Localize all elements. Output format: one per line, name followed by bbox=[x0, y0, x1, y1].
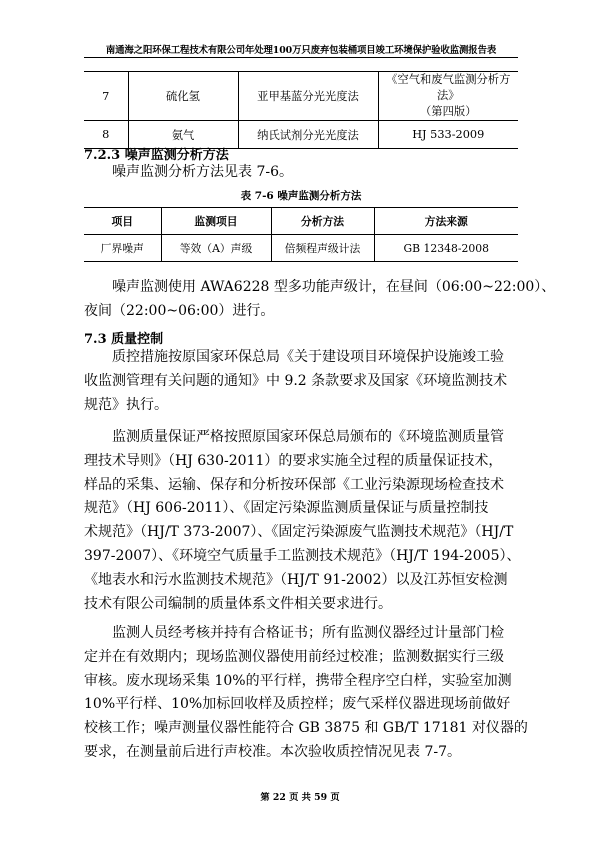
table-row bbox=[84, 72, 518, 121]
noise-instrument-paragraph bbox=[84, 276, 556, 324]
table-cell: 倍频程声级计法 bbox=[271, 235, 374, 262]
table-header-row bbox=[84, 208, 518, 235]
column-header: 项目 bbox=[84, 208, 161, 235]
paragraph-line: 10%平行样、10%加标回收样及质控样；废气采样仪器进现场前做好 bbox=[84, 696, 511, 713]
paragraph-line: 技术有限公司编制的质量体系文件相关要求进行。 bbox=[84, 595, 392, 612]
table-cell-source bbox=[378, 72, 518, 121]
table-cell-no: 7 bbox=[84, 72, 128, 121]
table-cell: 等效（A）声级 bbox=[161, 235, 271, 262]
paragraph-line: 规范》执行。 bbox=[84, 396, 168, 413]
column-header: 方法来源 bbox=[374, 208, 518, 235]
paragraph-line: 质控措施按原国家环保总局《关于建设项目环境保护设施竣工验 bbox=[112, 349, 504, 365]
table-cell-no: 8 bbox=[84, 121, 128, 149]
paragraph-line: 校核工作；噪声测量仪器性能符合 GB 3875 和 GB/T 17181 对仪器的 bbox=[84, 720, 528, 737]
paragraph-line: 监测人员经考核并持有合格证书；所有监测仪器经过计量部门检 bbox=[112, 625, 504, 641]
table-cell-method: 亚甲基蓝分光光度法 bbox=[238, 72, 378, 121]
page-number: 第 22 页 共 59 页 bbox=[260, 792, 340, 803]
analysis-method-table-continued bbox=[84, 71, 518, 149]
table-cell-method: 纳氏试剂分光光度法 bbox=[238, 121, 378, 149]
paragraph-line: 术规范》（HJ/T 373-2007）、《固定污染源废气监测技术规范》（HJ/T bbox=[84, 524, 514, 541]
source-line-2: （第四版） bbox=[420, 105, 477, 118]
paragraph-line: 理技术导则》（HJ 630-2011）的要求实施全过程的质量保证技术， bbox=[84, 452, 503, 469]
table-caption: 表 7-6 噪声监测分析方法 bbox=[240, 190, 362, 202]
column-header: 监测项目 bbox=[161, 208, 271, 235]
page-header-title: 南通海之阳环保工程技术有限公司年处理100万只废弃包装桶项目竣工环境保护验收监测报告表 bbox=[105, 45, 497, 56]
paragraph-line: 样品的采集、运输、保存和分析按环保部《工业污染源现场检查技术 bbox=[84, 476, 504, 493]
quality-control-paragraph-3 bbox=[84, 622, 528, 765]
paragraph-line: 收监测管理有关问题的通知》中 9.2 条款要求及国家《环境监测技术 bbox=[84, 372, 508, 389]
paragraph-line: 397-2007）、《环境空气质量手工监测技术规范》（HJ/T 194-2005）、 bbox=[84, 547, 521, 564]
quality-control-paragraph-1 bbox=[84, 346, 518, 417]
paragraph-line: 《地表水和污水监测技术规范》（HJ/T 91-2002）以及江苏恒安检测 bbox=[84, 571, 508, 588]
section-heading-7-2-3: 7.2.3 噪声监测分析方法 bbox=[84, 148, 229, 163]
paragraph-line: 夜间（22:00~06:00）进行。 bbox=[84, 302, 275, 319]
quality-control-paragraph-2 bbox=[84, 426, 521, 616]
table-row bbox=[84, 235, 518, 262]
paragraph-line: 规范》（HJ 606-2011）、《固定污染源监测质量保证与质量控制技 bbox=[84, 500, 489, 517]
noise-method-table bbox=[84, 207, 518, 262]
paragraph-line: 噪声监测分析方法见表 7-6。 bbox=[112, 164, 293, 180]
table-cell-item: 氨气 bbox=[128, 121, 238, 149]
paragraph-line: 监测质量保证严格按照原国家环保总局颁布的《环境监测质量管 bbox=[112, 429, 504, 445]
table-cell-item: 硫化氢 bbox=[128, 72, 238, 121]
table-cell: GB 12348-2008 bbox=[374, 235, 518, 262]
paragraph-line: 要求，在测量前后进行声校准。本次验收质控情况见表 7-7。 bbox=[84, 743, 461, 760]
table-cell: 厂界噪声 bbox=[84, 235, 161, 262]
header-rule bbox=[84, 57, 518, 58]
section-intro-paragraph bbox=[84, 161, 518, 185]
source-line-1: 《空气和废气监测分析方法》 bbox=[386, 73, 511, 102]
column-header: 分析方法 bbox=[271, 208, 374, 235]
paragraph-line: 定并在有效期内；现场监测仪器使用前经过校准；监测数据实行三级 bbox=[84, 648, 504, 665]
paragraph-line: 审核。废水现场采集 10%的平行样，携带全程序空白样，实验室加测 bbox=[84, 672, 512, 689]
table-cell-source: HJ 533-2009 bbox=[378, 121, 518, 149]
section-heading-7-3: 7.3 质量控制 bbox=[84, 332, 164, 347]
paragraph-line: 噪声监测使用 AWA6228 型多功能声级计，在昼间（06:00~22:00）、 bbox=[112, 279, 556, 295]
